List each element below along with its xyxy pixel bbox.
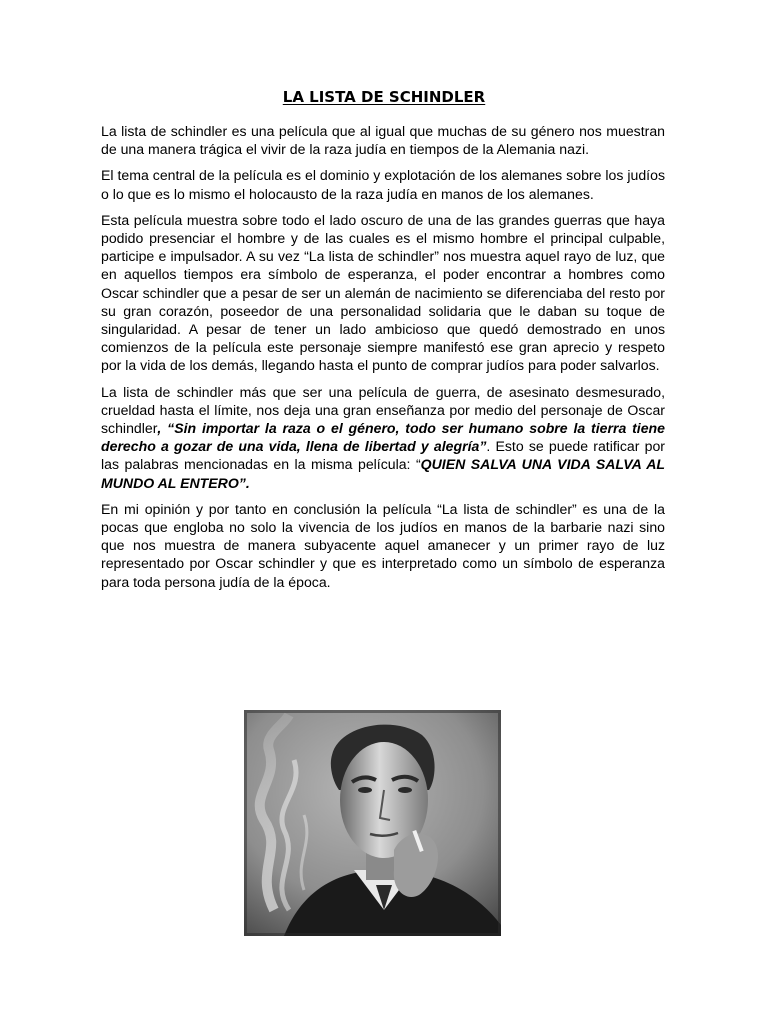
paragraph-text: Esta película muestra sobre todo el lado oscuro de una de las grandes guerras que haya podido presenciar el hombre y de las cuales es el mismo hombre el principal culpable, participe e impulsador. A su vez “La lista de schindler” nos muestra aquel rayo de luz, que en aquellos tiempos era símbolo de esperanza, el poder encontrar a hombres como Oscar schindler que a pesar de ser un alemán de nacimiento se diferenciaba del resto por su gran corazón, poseedor de una personalidad solidaria que le daban su toque de singularidad. A pesar de tener un lado ambicioso que quedó demostrado en unos comienzos de la película este personaje siempre manifestó ese gran aprecio y respeto por la vida de los demás, llegando hasta el punto de comprar judíos para poder salvarlos. bbox=[101, 211, 665, 374]
paragraph-1 bbox=[101, 122, 665, 158]
paragraph-3 bbox=[101, 211, 665, 375]
paragraph-2 bbox=[101, 166, 665, 202]
document-title: LA LISTA DE SCHINDLER bbox=[282, 88, 486, 106]
emphasized-quote: QUIEN SALVA UNA VIDA SALVA AL MUNDO AL ENTERO”. bbox=[101, 456, 665, 491]
portrait-illustration bbox=[244, 710, 501, 936]
paragraph-text: En mi opinión y por tanto en conclusión la película “La lista de schindler” es una de la pocas que engloba no solo la vivencia de los judíos en manos de la barbarie nazi sino que nos muestra de manera subyacente aquel amanecer y un primer rayo de luz representado por Oscar schindler y que es interpretado como un símbolo de esperanza para toda persona judía de la época. bbox=[101, 500, 665, 590]
document-body bbox=[101, 122, 665, 599]
paragraph-4 bbox=[101, 383, 665, 492]
paragraph-text: . Esto se puede ratificar por las palabras mencionadas en la misma película: “ bbox=[101, 438, 665, 473]
paragraph-text: La lista de schindler es una película que al igual que muchas de su género nos muestran de una manera trágica el vivir de la raza judía en tiempos de la Alemania nazi. bbox=[101, 123, 665, 158]
paragraph-text: La lista de schindler más que ser una película de guerra, de asesinato desmesurado, crueldad hasta el límite, nos deja una gran enseñanza por medio del personaje de Oscar schindler bbox=[101, 383, 665, 437]
paragraph-5 bbox=[101, 500, 665, 591]
portrait-photo bbox=[244, 710, 501, 936]
paragraph-text: El tema central de la película es el dominio y explotación de los alemanes sobre los judíos o lo que es lo mismo el holocausto de la raza judía en manos de los alemanes. bbox=[101, 167, 665, 202]
emphasized-quote: , “Sin importar la raza o el género, todo ser humano sobre la tierra tiene derecho a gozar de una vida, llena de libertad y alegría” bbox=[101, 420, 665, 455]
